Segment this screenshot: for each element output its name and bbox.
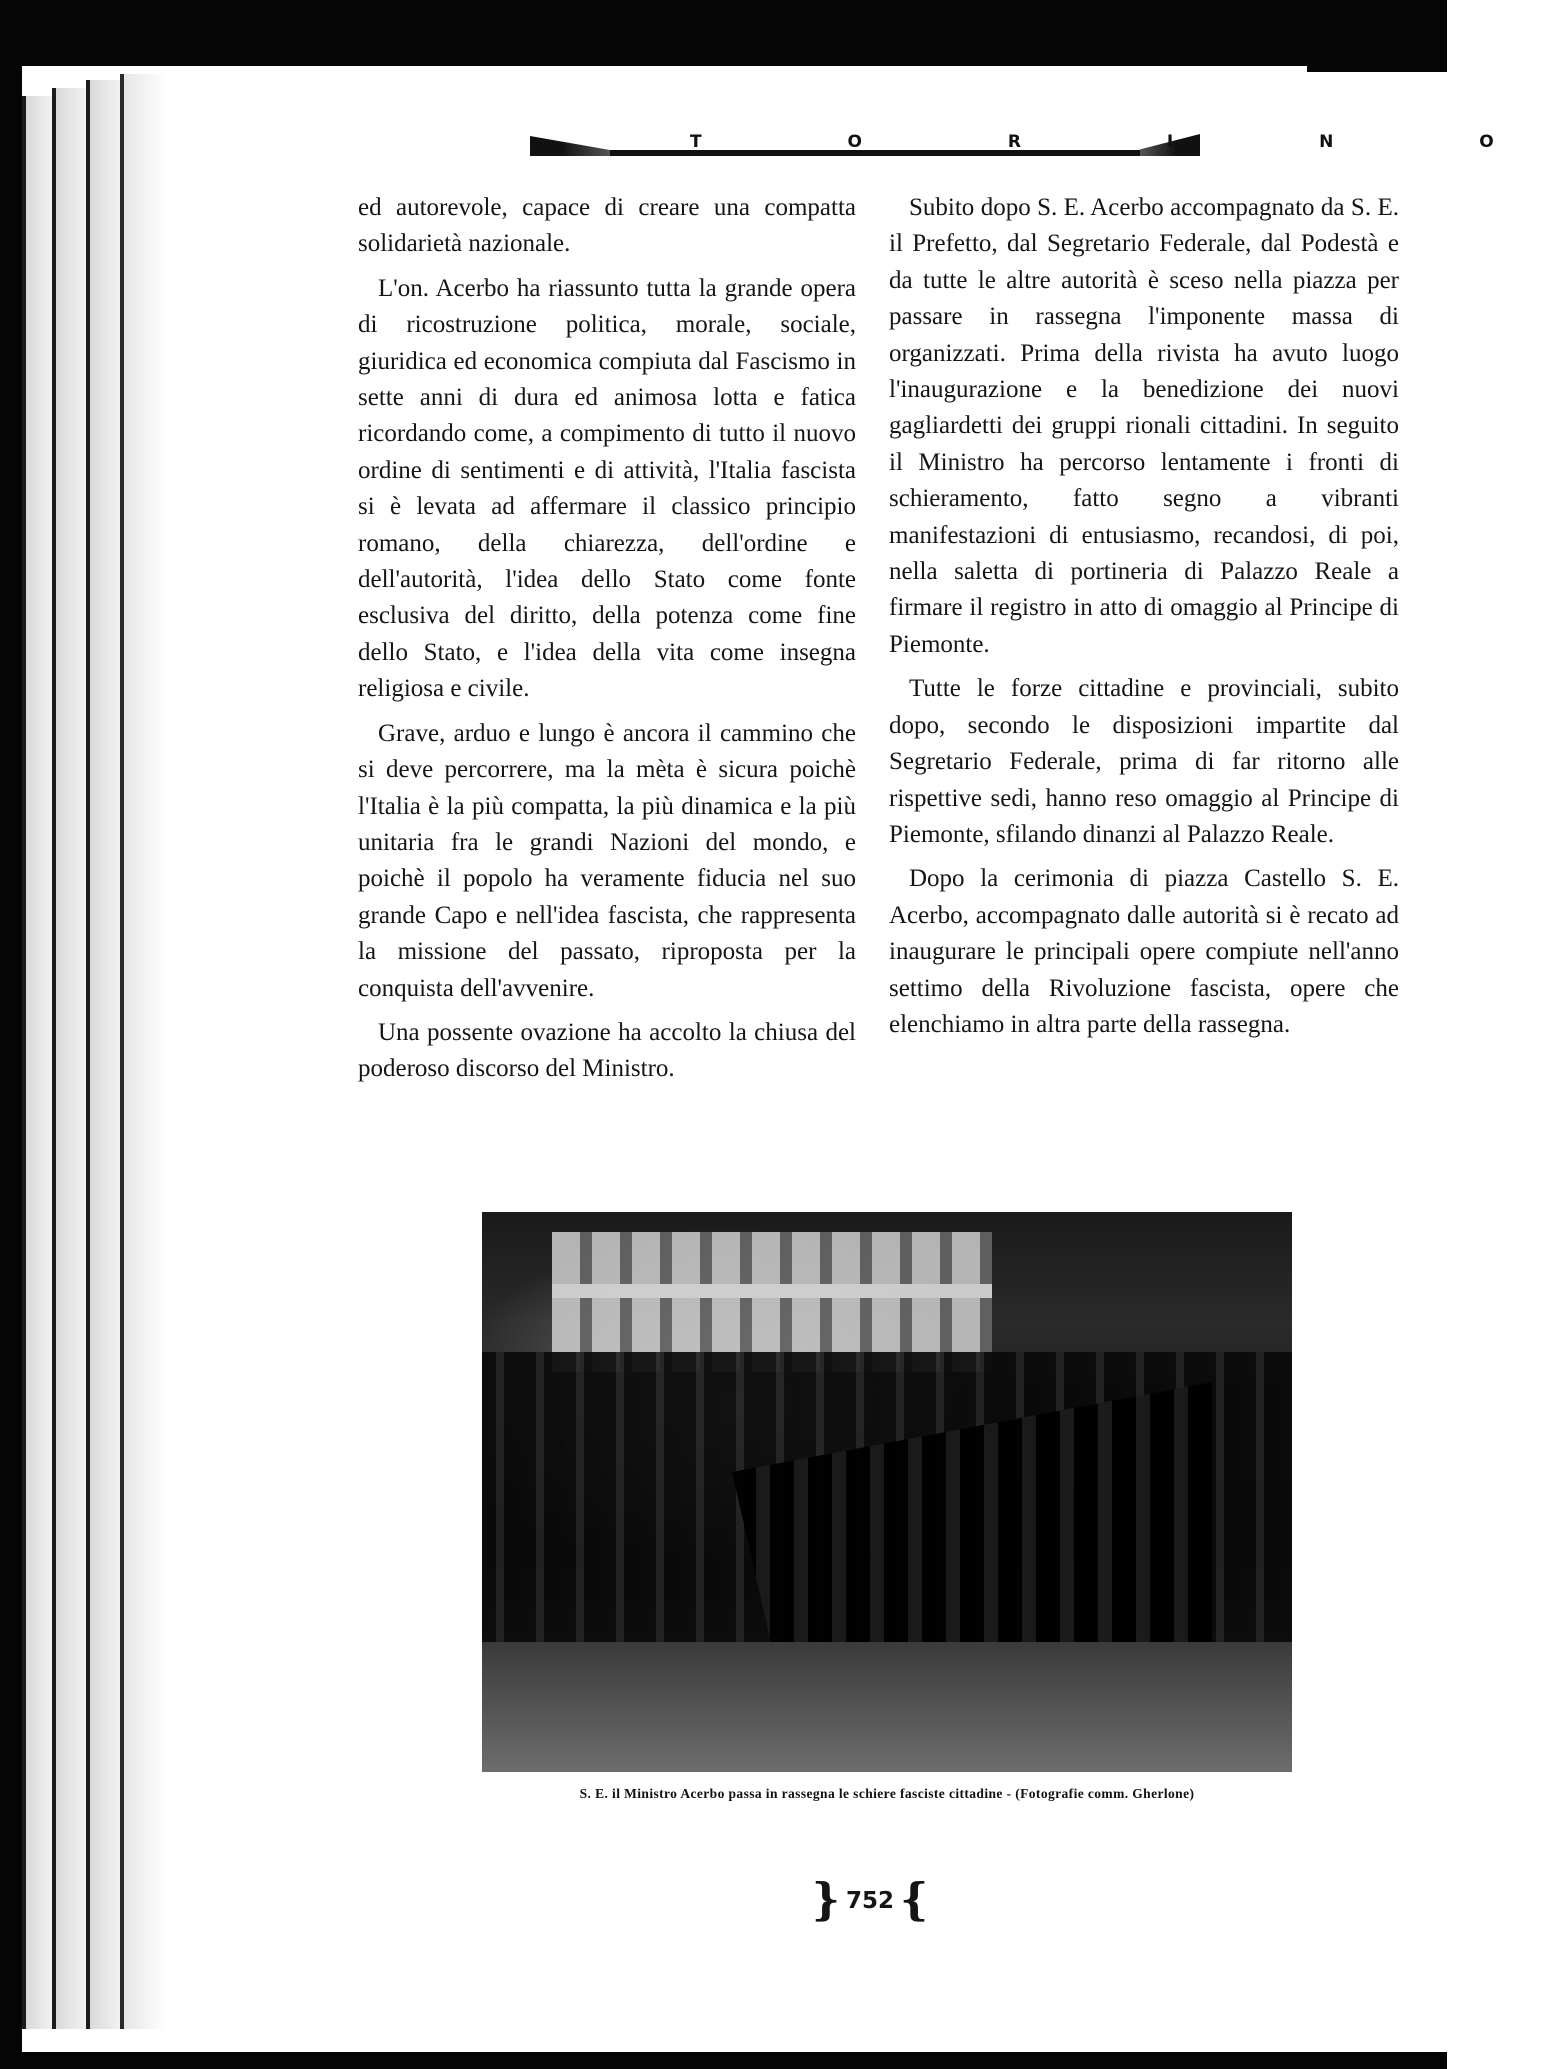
page-number: 752 — [845, 1887, 894, 1914]
text-column-left — [358, 190, 856, 1088]
scan-frame-corner — [1307, 0, 1447, 80]
page-stack-edge — [86, 80, 120, 2029]
running-title: T O R I N O — [690, 132, 1564, 152]
scan-frame-left — [0, 0, 22, 2069]
photo-caption: S. E. il Ministro Acerbo passa in rassegna le schiere fasciste cittadine - (Fotografie comm. Gherlone) — [579, 1786, 1195, 1801]
photo-palazzo-facade — [552, 1232, 992, 1372]
folio-ornament-right-icon: { — [900, 1874, 929, 1926]
page-stack-edge — [52, 88, 86, 2029]
text-column-right — [889, 190, 1399, 1043]
paragraph: ed autorevole, capace di creare una compatta solidarietà nazionale. — [358, 194, 856, 258]
paragraph: Grave, arduo e lungo è ancora il cammino che si deve percorrere, ma la mèta è sicura poichè l'Italia è la più compatta, la più dinamica e la più unitaria fra le grandi Nazioni del mondo, e poichè il popolo ha veramente fiducia nel suo grande Capo e nell'idea fascista, che rappresenta la missione del passato, riproposta per la conquista dell'avvenire. — [358, 719, 856, 1002]
scan-frame-top — [0, 0, 1447, 66]
paragraph: L'on. Acerbo ha riassunto tutta la grande opera di ricostruzione politica, morale, sociale, giuridica ed economica compiuta dal Fascismo in sette anni di dura ed animosa lotta e fatica ricordando come, a compimento di tutto il nuovo ordine di sentimenti e di attività, l'Italia fascista si è levata ad affermare il classico principio romano, della chiarezza, dell'ordine e dell'autorità, l'idea dello Stato come fonte esclusiva del diritto, della potenza come fine dello Stato, e l'idea della vita come insegna religiosa e civile. — [358, 274, 856, 703]
folio-ornament-left-icon: } — [811, 1874, 840, 1926]
paragraph: Una possente ovazione ha accolto la chiusa del poderoso discorso del Ministro. — [358, 1018, 856, 1083]
page-stack-edge — [22, 96, 52, 2029]
page-stack-edge — [120, 74, 166, 2029]
scan-frame-bottom — [0, 2052, 1447, 2069]
photo-piazza-ground — [482, 1642, 1292, 1772]
paragraph: Subito dopo S. E. Acerbo accompagnato da S. E. il Prefetto, dal Segretario Federale, dal Podestà e da tutte le altre autorità è sceso nella piazza per passare in rassegna l'imponente massa di organizzati. Prima della rivista ha avuto luogo l'inaugurazione e la benedizione dei nuovi gagliardetti dei gruppi rionali cittadini. In seguito il Ministro ha percorso lentamente i fronti di schieramento, fatto segno a vibranti manifestazioni di entusiasmo, recandosi, di poi, nella saletta di portineria di Palazzo Reale a firmare il registro in atto di omaggio al Principe di Piemonte. — [889, 194, 1399, 658]
photograph-parade — [482, 1212, 1292, 1772]
running-header — [530, 132, 1564, 158]
paragraph: Tutte le forze cittadine e provinciali, subito dopo, secondo le disposizioni impartite dal Segretario Federale, prima di far ritorno alle rispettive sedi, hanno reso omaggio al Principe di Piemonte, sfilando dinanzi al Palazzo Reale. — [889, 675, 1399, 848]
header-ornament-left — [530, 136, 610, 156]
paragraph: Dopo la cerimonia di piazza Castello S. E. Acerbo, accompagnato dalle autorità si è recato ad inaugurare le principali opere compiute nell'anno settimo della Rivoluzione fascista, opere che elenchiamo in altra parte della rassegna. — [889, 865, 1399, 1038]
page-number-folio — [790, 1870, 950, 1930]
